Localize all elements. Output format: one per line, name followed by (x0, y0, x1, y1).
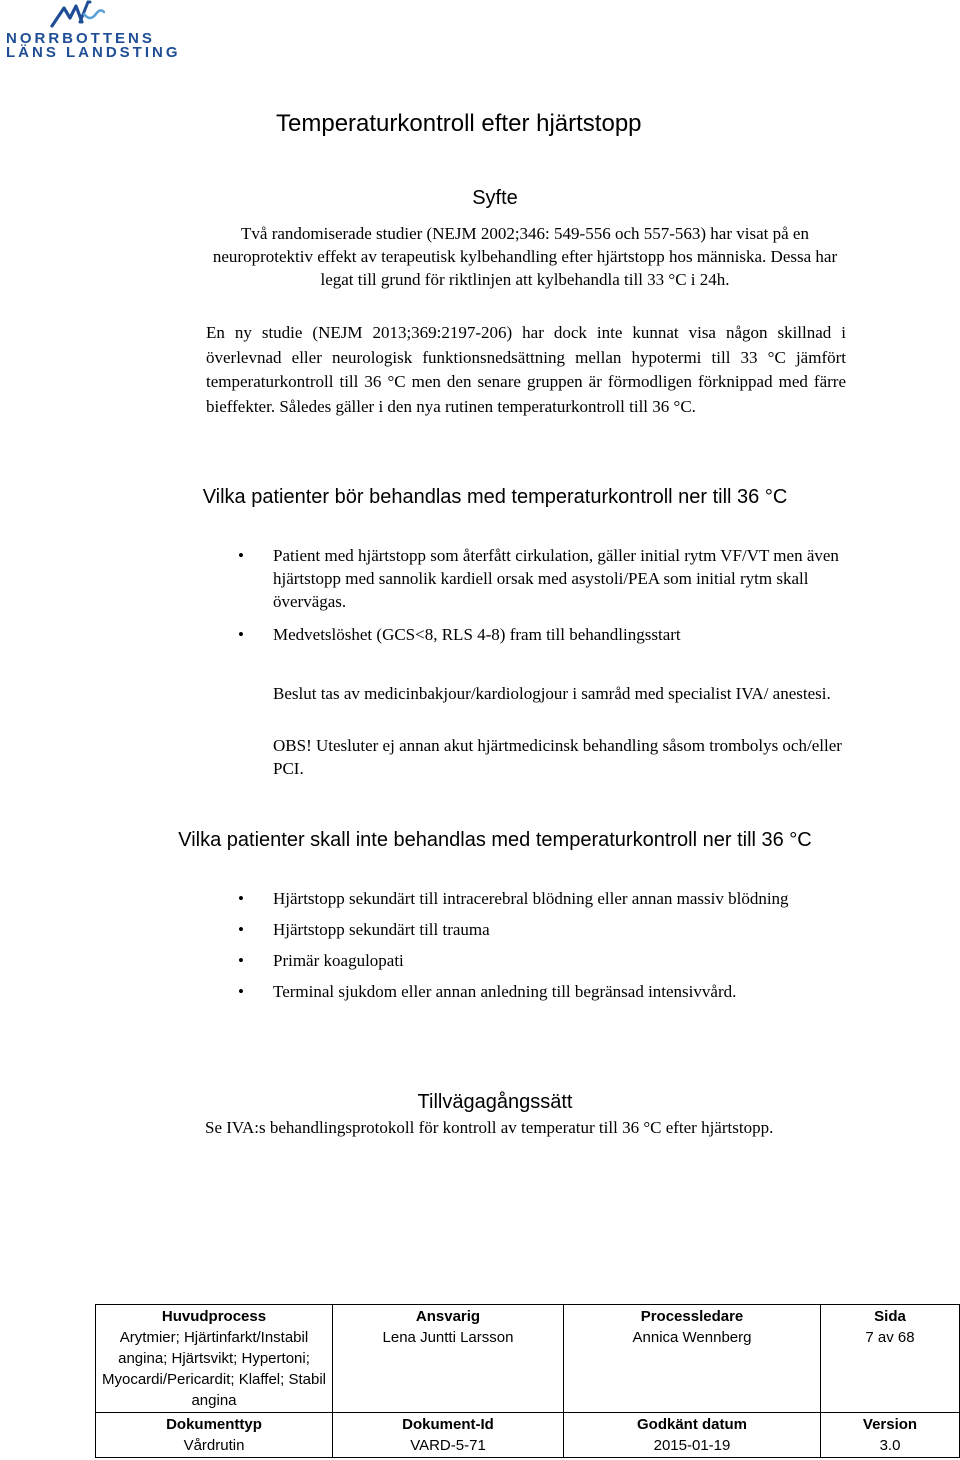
list-item (234, 918, 844, 941)
godkant-label: Godkänt datum (636, 1416, 747, 1433)
document-title: Temperaturkontroll efter hjärtstopp (276, 110, 642, 137)
inclusion-list (234, 544, 844, 646)
dokumentid-value: VARD-5-71 (410, 1437, 486, 1454)
dokumenttyp-value: Vårdrutin (183, 1437, 245, 1454)
bullet-icon: • (238, 889, 244, 908)
list-item (234, 623, 844, 646)
list-item-text: Patient med hjärtstopp som återfått cirkulation, gäller initial rytm VF/VT men även hjärtstopp med sannolik kardiell orsak med asystoli/PEA som initial rytm skall övervägas. (273, 546, 839, 611)
procedure-text: Se IVA:s behandlingsprotokoll för kontroll av temperatur till 36 °C efter hjärtstopp. (205, 1118, 774, 1137)
version-cell (821, 1413, 960, 1458)
bullet-icon: • (238, 982, 244, 1001)
huvudprocess-cell (96, 1305, 333, 1413)
list-item (234, 949, 844, 972)
godkant-cell (564, 1413, 821, 1458)
list-item-text: Hjärtstopp sekundärt till intracerebral blödning eller annan massiv blödning (273, 889, 789, 908)
sida-value: 7 av 68 (865, 1329, 915, 1346)
dokumenttyp-cell (96, 1413, 333, 1458)
version-value: 3.0 (879, 1437, 901, 1454)
dokumentid-label: Dokument-Id (402, 1416, 494, 1433)
exclusion-list (234, 887, 844, 1003)
processledare-label: Processledare (640, 1308, 744, 1325)
list-item-text: Primär koagulopati (273, 951, 404, 970)
list-item (234, 887, 844, 910)
exclusion-heading: Vilka patienter skall inte behandlas med temperaturkontroll ner till 36 °C (178, 829, 812, 851)
version-label: Version (862, 1416, 918, 1433)
sida-cell (821, 1305, 960, 1413)
organization-logo (0, 0, 181, 62)
decision-note: Beslut tas av medicinbakjour/kardiologjour i samråd med specialist IVA/ anestesi. (273, 684, 831, 703)
list-item (234, 544, 844, 613)
processledare-value: Annica Wennberg (632, 1329, 752, 1346)
syfte-paragraph-2: En ny studie (NEJM 2013;369:2197-206) har dock inte kunnat visa någon skillnad i överlevnad eller neurologisk funktionsnedsättning mellan hypotermi till 33 °C jämfört temperaturkontroll till 36 °C men den senare gruppen är förmodligen förknippad med färre bieffekter. Således gäller i den nya rutinen temperaturkontroll till 36 °C. (206, 323, 846, 416)
obs-note: OBS! Utesluter ej annan akut hjärtmedicinsk behandling såsom trombolys och/eller PCI. (273, 736, 842, 778)
footer-row-2 (96, 1413, 960, 1458)
syfte-heading: Syfte (472, 187, 518, 209)
footer-row-1 (96, 1305, 960, 1413)
bullet-icon: • (238, 625, 244, 644)
bullet-icon: • (238, 920, 244, 939)
bullet-icon: • (238, 951, 244, 970)
godkant-value: 2015-01-19 (653, 1437, 731, 1454)
syfte-paragraph-1: Två randomiserade studier (NEJM 2002;346: 549-556 och 557-563) har visat på en neuroprotektiv effekt av terapeutisk kylbehandling efter hjärtstopp hos människa. Dessa har legat till grund för riktlinjen att kylbehandla till 33 °C i 24h. (212, 224, 838, 289)
logo-text-line-1: NORRBOTTENS (6, 30, 155, 47)
list-item (234, 980, 844, 1003)
logo-mark-icon (50, 0, 105, 28)
processledare-cell (564, 1305, 821, 1413)
procedure-heading: Tillvägagångssätt (417, 1091, 573, 1113)
huvudprocess-label: Huvudprocess (161, 1308, 267, 1325)
dokumentid-cell (333, 1413, 564, 1458)
ansvarig-label: Ansvarig (415, 1308, 481, 1325)
huvudprocess-value: Arytmier; Hjärtinfarkt/Instabil angina; Hjärtsvikt; Hypertoni; Myocardi/Pericardit; Klaffel; Stabil angina (102, 1329, 326, 1409)
list-item-text: Terminal sjukdom eller annan anledning till begränsad intensivvård. (273, 982, 737, 1001)
bullet-icon: • (238, 546, 244, 565)
inclusion-heading: Vilka patienter bör behandlas med temperaturkontroll ner till 36 °C (202, 486, 788, 508)
document-footer-table (95, 1304, 960, 1458)
sida-label: Sida (874, 1308, 906, 1325)
ansvarig-cell (333, 1305, 564, 1413)
ansvarig-value: Lena Juntti Larsson (382, 1329, 514, 1346)
list-item-text: Hjärtstopp sekundärt till trauma (273, 920, 490, 939)
list-item-text: Medvetslöshet (GCS<8, RLS 4-8) fram till behandlingsstart (273, 625, 681, 644)
dokumenttyp-label: Dokumenttyp (166, 1416, 262, 1433)
logo-text-line-2: LÄNS LANDSTING (6, 44, 181, 61)
